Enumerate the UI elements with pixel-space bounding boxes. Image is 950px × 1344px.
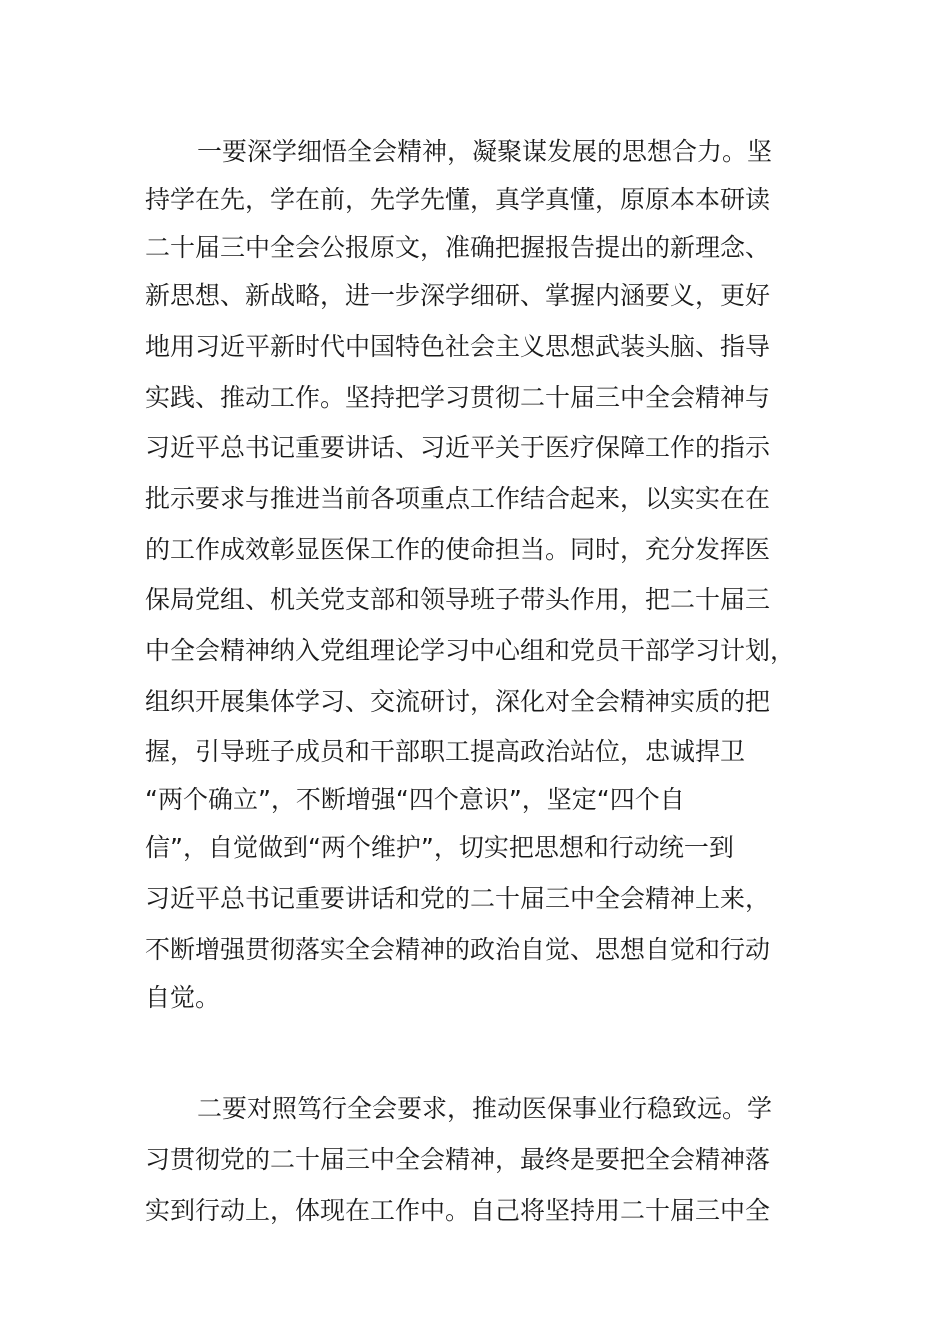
paragraph-1-line-1: 一要深学细悟全会精神，凝聚谋发展的思想合力。坚 — [197, 137, 773, 166]
paragraph-1-line-4: 新思想、新战略，进一步深学细研、掌握内涵要义，更好 — [145, 281, 771, 310]
paragraph-1-line-7: 习近平总书记重要讲话、习近平关于医疗保障工作的指示 — [145, 433, 771, 462]
paragraph-1-line-15: 信”，自觉做到“两个维护”，切实把思想和行动统一到 — [145, 833, 734, 862]
paragraph-1-line-13: 握，引导班子成员和干部职工提高政治站位，忠诚捍卫 — [145, 737, 746, 766]
paragraph-1-line-5: 地用习近平新时代中国特色社会主义思想武装头脑、指导 — [145, 332, 771, 361]
paragraph-1-line-10: 保局党组、机关党支部和领导班子带头作用，把二十届三 — [145, 585, 771, 614]
paragraph-1-line-12: 组织开展集体学习、交流研讨，深化对全会精神实质的把 — [145, 687, 771, 716]
paragraph-1-line-3: 二十届三中全会公报原文，准确把握报告提出的新理念、 — [145, 233, 771, 262]
paragraph-2-line-2: 习贯彻党的二十届三中全会精神，最终是要把全会精神落 — [145, 1145, 771, 1174]
paragraph-1-line-18: 自觉。 — [145, 983, 221, 1012]
paragraph-1-line-17: 不断增强贯彻落实全会精神的政治自觉、思想自觉和行动 — [145, 935, 771, 964]
paragraph-1-line-11: 中全会精神纳入党组理论学习中心组和党员干部学习计划， — [145, 636, 796, 665]
paragraph-1-line-14: “两个确立”，不断增强“四个意识”，坚定“四个自 — [145, 785, 685, 814]
paragraph-1-line-6: 实践、推动工作。坚持把学习贯彻二十届三中全会精神与 — [145, 383, 771, 412]
paragraph-1-line-8: 批示要求与推进当前各项重点工作结合起来，以实实在在 — [145, 484, 771, 513]
paragraph-1-line-9: 的工作成效彰显医保工作的使命担当。同时，充分发挥医 — [145, 535, 771, 564]
paragraph-2-line-3: 实到行动上，体现在工作中。自己将坚持用二十届三中全 — [145, 1196, 771, 1225]
paragraph-1-line-16: 习近平总书记重要讲话和党的二十届三中全会精神上来， — [145, 884, 771, 913]
paragraph-2-line-1: 二要对照笃行全会要求，推动医保事业行稳致远。学 — [197, 1094, 773, 1123]
paragraph-1-line-2: 持学在先，学在前，先学先懂，真学真懂，原原本本研读 — [145, 185, 771, 214]
